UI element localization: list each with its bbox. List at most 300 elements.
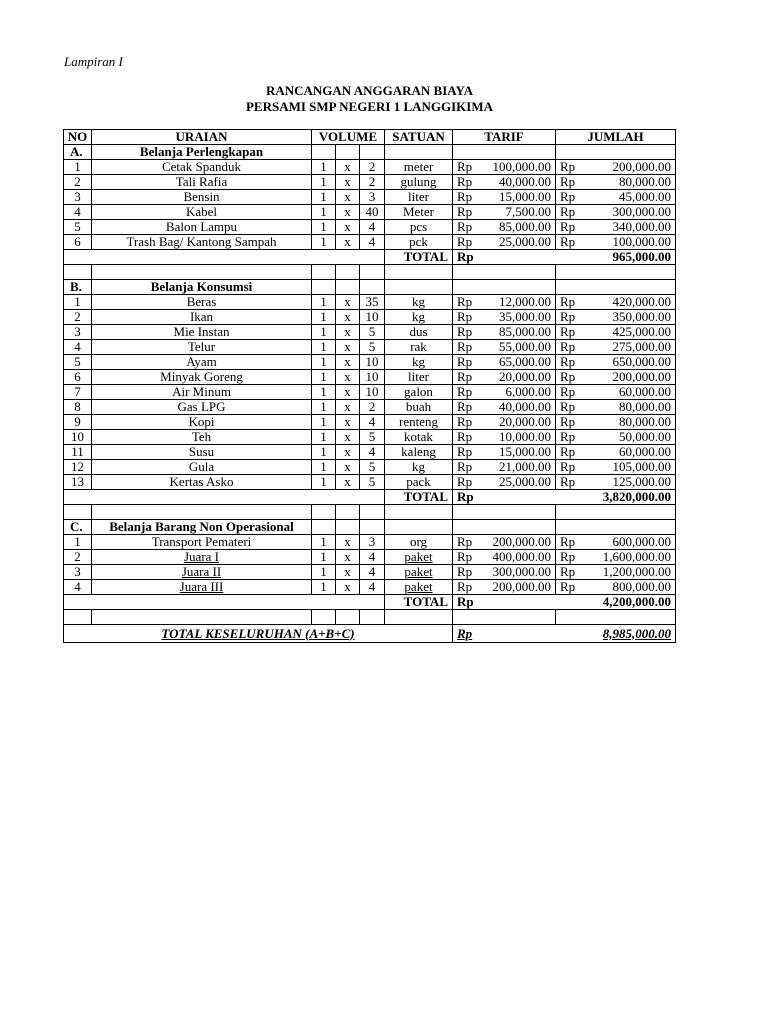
item-uraian (92, 565, 312, 580)
empty-cell (453, 145, 556, 160)
item-uraian-text: Juara I (183, 549, 219, 564)
item-times: x (336, 460, 360, 475)
total-currency: Rp (453, 490, 476, 505)
table-row (64, 190, 676, 205)
item-qty: 1 (312, 175, 336, 190)
item-uraian (92, 580, 312, 595)
empty-cell (385, 505, 453, 520)
item-jumlah: 275,000.00 (579, 340, 676, 355)
item-qty: 1 (312, 160, 336, 175)
empty-cell (92, 505, 312, 520)
item-tarif: 40,000.00 (476, 175, 556, 190)
tarif-currency: Rp (453, 430, 476, 445)
section-name: Belanja Konsumsi (92, 280, 312, 295)
tarif-currency: Rp (453, 370, 476, 385)
item-times: x (336, 430, 360, 445)
jumlah-currency: Rp (556, 310, 579, 325)
item-satuan: kg (385, 460, 453, 475)
tarif-currency: Rp (453, 355, 476, 370)
item-uraian: Telur (92, 340, 312, 355)
item-uraian: Bensin (92, 190, 312, 205)
empty-cell (312, 610, 336, 625)
item-volume: 2 (360, 175, 385, 190)
item-qty: 1 (312, 340, 336, 355)
item-satuan: dus (385, 325, 453, 340)
item-no: 7 (64, 385, 92, 400)
empty-cell (64, 610, 92, 625)
jumlah-currency: Rp (556, 295, 579, 310)
item-jumlah: 300,000.00 (579, 205, 676, 220)
item-jumlah: 80,000.00 (579, 175, 676, 190)
jumlah-currency: Rp (556, 550, 579, 565)
empty-cell (360, 505, 385, 520)
grand-total-row (64, 625, 676, 643)
tarif-currency: Rp (453, 550, 476, 565)
item-uraian: Trash Bag/ Kantong Sampah (92, 235, 312, 250)
table-row (64, 220, 676, 235)
empty-cell (92, 265, 312, 280)
item-no: 2 (64, 550, 92, 565)
item-satuan: liter (385, 370, 453, 385)
item-satuan-text: paket (404, 579, 433, 594)
item-qty: 1 (312, 310, 336, 325)
item-no: 12 (64, 460, 92, 475)
item-satuan: rak (385, 340, 453, 355)
table-row (64, 370, 676, 385)
table-row (64, 550, 676, 565)
tarif-currency: Rp (453, 580, 476, 595)
item-tarif: 85,000.00 (476, 325, 556, 340)
section-total-row (64, 490, 676, 505)
document-subtitle: PERSAMI SMP NEGERI 1 LANGGIKIMA (245, 99, 494, 114)
item-times: x (336, 355, 360, 370)
jumlah-currency: Rp (556, 220, 579, 235)
empty-cell (385, 520, 453, 535)
empty-cell (360, 520, 385, 535)
item-jumlah: 420,000.00 (579, 295, 676, 310)
item-no: 4 (64, 205, 92, 220)
tarif-currency: Rp (453, 460, 476, 475)
table-row (64, 205, 676, 220)
empty-cell (312, 145, 336, 160)
empty-cell (360, 610, 385, 625)
table-row (64, 385, 676, 400)
section-code: B. (64, 280, 92, 295)
tarif-currency: Rp (453, 340, 476, 355)
item-times: x (336, 580, 360, 595)
header-tarif: TARIF (453, 130, 556, 145)
item-jumlah: 1,600,000.00 (579, 550, 676, 565)
item-qty: 1 (312, 475, 336, 490)
item-times: x (336, 415, 360, 430)
item-tarif: 200,000.00 (476, 580, 556, 595)
section-header-row (64, 145, 676, 160)
item-tarif: 20,000.00 (476, 370, 556, 385)
table-row (64, 340, 676, 355)
item-no: 5 (64, 220, 92, 235)
item-tarif: 200,000.00 (476, 535, 556, 550)
item-satuan: org (385, 535, 453, 550)
item-qty: 1 (312, 445, 336, 460)
item-volume: 4 (360, 565, 385, 580)
item-jumlah: 200,000.00 (579, 370, 676, 385)
item-uraian: Ayam (92, 355, 312, 370)
item-times: x (336, 445, 360, 460)
table-row (64, 535, 676, 550)
item-uraian: Kertas Asko (92, 475, 312, 490)
item-no: 3 (64, 190, 92, 205)
item-tarif: 12,000.00 (476, 295, 556, 310)
item-qty: 1 (312, 385, 336, 400)
empty-cell (385, 145, 453, 160)
empty-cell (312, 505, 336, 520)
spacer-row (64, 265, 676, 280)
table-row (64, 445, 676, 460)
empty-cell (312, 265, 336, 280)
empty-cell (556, 280, 676, 295)
empty-cell (64, 505, 92, 520)
empty-cell (556, 145, 676, 160)
empty-cell (312, 280, 336, 295)
document-title: RANCANGAN ANGGARAN BIAYA (265, 83, 474, 98)
item-qty: 1 (312, 205, 336, 220)
item-uraian: Minyak Goreng (92, 370, 312, 385)
item-qty: 1 (312, 235, 336, 250)
empty-cell (64, 250, 385, 265)
empty-cell (336, 280, 360, 295)
item-times: x (336, 325, 360, 340)
item-volume: 4 (360, 415, 385, 430)
header-volume: VOLUME (312, 130, 385, 145)
tarif-currency: Rp (453, 175, 476, 190)
item-uraian: Air Minum (92, 385, 312, 400)
tarif-currency: Rp (453, 565, 476, 580)
empty-cell (336, 265, 360, 280)
item-satuan: Meter (385, 205, 453, 220)
item-volume: 10 (360, 310, 385, 325)
item-jumlah: 50,000.00 (579, 430, 676, 445)
grand-total-currency (453, 625, 476, 643)
item-tarif: 400,000.00 (476, 550, 556, 565)
item-uraian-text: Juara II (181, 564, 222, 579)
empty-cell (92, 610, 312, 625)
empty-cell (556, 505, 676, 520)
item-tarif: 15,000.00 (476, 445, 556, 460)
item-volume: 5 (360, 460, 385, 475)
item-uraian: Balon Lampu (92, 220, 312, 235)
item-qty: 1 (312, 565, 336, 580)
item-volume: 5 (360, 430, 385, 445)
empty-cell (385, 265, 453, 280)
item-times: x (336, 205, 360, 220)
table-row (64, 475, 676, 490)
item-volume: 5 (360, 325, 385, 340)
item-tarif: 25,000.00 (476, 475, 556, 490)
section-header-row (64, 520, 676, 535)
jumlah-currency: Rp (556, 190, 579, 205)
item-uraian: Beras (92, 295, 312, 310)
jumlah-currency: Rp (556, 205, 579, 220)
item-jumlah: 125,000.00 (579, 475, 676, 490)
empty-cell (336, 145, 360, 160)
empty-cell (360, 265, 385, 280)
item-tarif: 7,500.00 (476, 205, 556, 220)
item-times: x (336, 310, 360, 325)
item-satuan: renteng (385, 415, 453, 430)
item-jumlah: 650,000.00 (579, 355, 676, 370)
jumlah-currency: Rp (556, 340, 579, 355)
table-row (64, 310, 676, 325)
grand-total-value (476, 625, 676, 643)
table-row (64, 460, 676, 475)
empty-cell (64, 490, 385, 505)
jumlah-currency: Rp (556, 385, 579, 400)
jumlah-currency: Rp (556, 400, 579, 415)
item-qty: 1 (312, 295, 336, 310)
item-uraian: Tali Rafia (92, 175, 312, 190)
empty-cell (360, 145, 385, 160)
jumlah-currency: Rp (556, 235, 579, 250)
item-no: 2 (64, 175, 92, 190)
empty-cell (453, 280, 556, 295)
item-no: 1 (64, 295, 92, 310)
table-row (64, 295, 676, 310)
table-row (64, 160, 676, 175)
empty-cell (64, 265, 92, 280)
item-times: x (336, 565, 360, 580)
empty-cell (556, 610, 676, 625)
item-uraian: Ikan (92, 310, 312, 325)
table-row (64, 430, 676, 445)
item-volume: 4 (360, 445, 385, 460)
table-row (64, 565, 676, 580)
spacer-row (64, 610, 676, 625)
item-volume: 4 (360, 235, 385, 250)
tarif-currency: Rp (453, 190, 476, 205)
table-row (64, 400, 676, 415)
item-satuan-text: paket (404, 549, 433, 564)
tarif-currency: Rp (453, 310, 476, 325)
section-code: A. (64, 145, 92, 160)
item-tarif: 55,000.00 (476, 340, 556, 355)
item-no: 11 (64, 445, 92, 460)
item-no: 3 (64, 565, 92, 580)
item-volume: 35 (360, 295, 385, 310)
item-uraian (92, 550, 312, 565)
tarif-currency: Rp (453, 160, 476, 175)
item-tarif: 20,000.00 (476, 415, 556, 430)
item-qty: 1 (312, 535, 336, 550)
item-satuan: meter (385, 160, 453, 175)
item-jumlah: 60,000.00 (579, 445, 676, 460)
item-uraian: Susu (92, 445, 312, 460)
item-times: x (336, 400, 360, 415)
empty-cell (453, 610, 556, 625)
jumlah-currency: Rp (556, 325, 579, 340)
item-times: x (336, 295, 360, 310)
item-no: 6 (64, 370, 92, 385)
item-volume: 3 (360, 535, 385, 550)
item-qty: 1 (312, 325, 336, 340)
item-qty: 1 (312, 415, 336, 430)
item-jumlah: 105,000.00 (579, 460, 676, 475)
empty-cell (453, 520, 556, 535)
table-row (64, 580, 676, 595)
item-tarif: 21,000.00 (476, 460, 556, 475)
empty-cell (64, 595, 385, 610)
tarif-currency: Rp (453, 475, 476, 490)
item-satuan: buah (385, 400, 453, 415)
tarif-currency: Rp (453, 400, 476, 415)
section-total-row (64, 250, 676, 265)
item-no: 8 (64, 400, 92, 415)
grand-total-label-text: TOTAL KESELURUHAN (A+B+C) (161, 625, 355, 641)
section-code: C. (64, 520, 92, 535)
grand-total-label (64, 625, 453, 643)
item-qty: 1 (312, 190, 336, 205)
total-label: TOTAL (385, 250, 453, 265)
item-jumlah: 425,000.00 (579, 325, 676, 340)
item-satuan: gulung (385, 175, 453, 190)
tarif-currency: Rp (453, 295, 476, 310)
item-satuan (385, 550, 453, 565)
empty-cell (385, 610, 453, 625)
item-jumlah: 80,000.00 (579, 415, 676, 430)
tarif-currency: Rp (453, 415, 476, 430)
item-qty: 1 (312, 220, 336, 235)
item-jumlah: 60,000.00 (579, 385, 676, 400)
jumlah-currency: Rp (556, 460, 579, 475)
item-tarif: 35,000.00 (476, 310, 556, 325)
lampiran-label: Lampiran I (64, 54, 123, 69)
item-no: 2 (64, 310, 92, 325)
section-total: 3,820,000.00 (476, 490, 676, 505)
item-satuan: pcs (385, 220, 453, 235)
grand-total-currency-text: Rp (457, 625, 473, 641)
item-tarif: 15,000.00 (476, 190, 556, 205)
section-total-row (64, 595, 676, 610)
item-qty: 1 (312, 460, 336, 475)
item-satuan: liter (385, 190, 453, 205)
empty-cell (336, 610, 360, 625)
item-uraian: Gas LPG (92, 400, 312, 415)
item-volume: 4 (360, 220, 385, 235)
empty-cell (556, 520, 676, 535)
item-no: 10 (64, 430, 92, 445)
item-jumlah: 80,000.00 (579, 400, 676, 415)
item-no: 1 (64, 535, 92, 550)
jumlah-currency: Rp (556, 175, 579, 190)
item-volume: 2 (360, 160, 385, 175)
item-volume: 2 (360, 400, 385, 415)
item-uraian: Gula (92, 460, 312, 475)
item-times: x (336, 220, 360, 235)
item-times: x (336, 160, 360, 175)
item-qty: 1 (312, 370, 336, 385)
item-times: x (336, 235, 360, 250)
item-volume: 5 (360, 340, 385, 355)
item-no: 4 (64, 580, 92, 595)
spacer-row (64, 505, 676, 520)
table-row (64, 325, 676, 340)
header-row (64, 130, 676, 145)
item-times: x (336, 385, 360, 400)
item-uraian: Transport Pemateri (92, 535, 312, 550)
item-uraian: Mie Instan (92, 325, 312, 340)
section-name: Belanja Barang Non Operasional (92, 520, 312, 535)
item-jumlah: 800,000.00 (579, 580, 676, 595)
jumlah-currency: Rp (556, 565, 579, 580)
item-volume: 40 (360, 205, 385, 220)
item-satuan: kotak (385, 430, 453, 445)
item-satuan: kg (385, 310, 453, 325)
item-qty: 1 (312, 400, 336, 415)
item-times: x (336, 340, 360, 355)
item-satuan: kg (385, 295, 453, 310)
item-satuan (385, 580, 453, 595)
item-jumlah: 200,000.00 (579, 160, 676, 175)
jumlah-currency: Rp (556, 475, 579, 490)
tarif-currency: Rp (453, 220, 476, 235)
item-qty: 1 (312, 355, 336, 370)
tarif-currency: Rp (453, 445, 476, 460)
item-uraian: Kabel (92, 205, 312, 220)
section-total: 4,200,000.00 (476, 595, 676, 610)
item-no: 9 (64, 415, 92, 430)
item-qty: 1 (312, 430, 336, 445)
item-volume: 10 (360, 370, 385, 385)
total-label: TOTAL (385, 490, 453, 505)
item-tarif: 300,000.00 (476, 565, 556, 580)
tarif-currency: Rp (453, 385, 476, 400)
item-no: 5 (64, 355, 92, 370)
item-jumlah: 45,000.00 (579, 190, 676, 205)
table-row (64, 415, 676, 430)
tarif-currency: Rp (453, 535, 476, 550)
item-satuan-text: paket (404, 564, 433, 579)
jumlah-currency: Rp (556, 370, 579, 385)
jumlah-currency: Rp (556, 580, 579, 595)
table-row (64, 175, 676, 190)
item-tarif: 100,000.00 (476, 160, 556, 175)
item-tarif: 6,000.00 (476, 385, 556, 400)
table-row (64, 355, 676, 370)
item-jumlah: 1,200,000.00 (579, 565, 676, 580)
empty-cell (556, 265, 676, 280)
tarif-currency: Rp (453, 235, 476, 250)
jumlah-currency: Rp (556, 415, 579, 430)
item-no: 1 (64, 160, 92, 175)
item-satuan: galon (385, 385, 453, 400)
item-no: 13 (64, 475, 92, 490)
item-uraian-text: Juara III (179, 579, 224, 594)
item-satuan: pck (385, 235, 453, 250)
total-label: TOTAL (385, 595, 453, 610)
tarif-currency: Rp (453, 325, 476, 340)
total-currency: Rp (453, 250, 476, 265)
item-times: x (336, 190, 360, 205)
header-satuan: SATUAN (385, 130, 453, 145)
item-no: 3 (64, 325, 92, 340)
item-tarif: 25,000.00 (476, 235, 556, 250)
item-volume: 10 (360, 355, 385, 370)
empty-cell (312, 520, 336, 535)
table-body (64, 145, 676, 643)
jumlah-currency: Rp (556, 535, 579, 550)
jumlah-currency: Rp (556, 160, 579, 175)
header-uraian: URAIAN (92, 130, 312, 145)
item-volume: 10 (360, 385, 385, 400)
